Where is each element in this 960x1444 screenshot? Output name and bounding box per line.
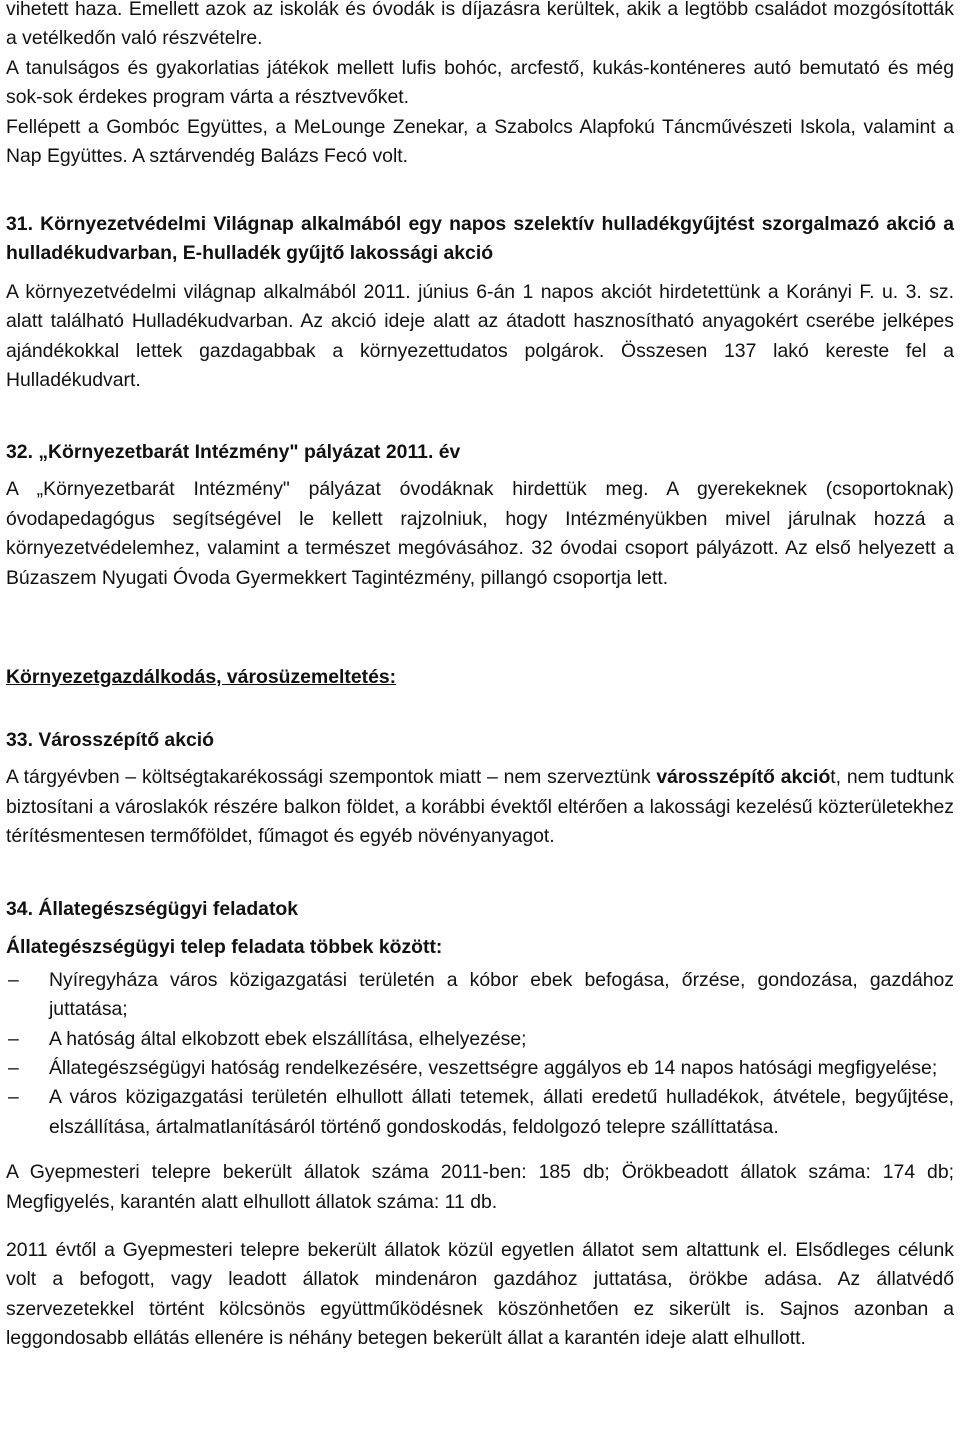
list-item (6, 1025, 954, 1054)
list-item-text: A város közigazgatási területén elhullott állati tetemek, állati eredetű hulladékok, átvétele, begyűjtése, elszállítása, ártalmatlanításáról történő gondoskodás, feldolgozó telepre szállíttatása. (49, 1086, 954, 1138)
list-item-text: A hatóság által elkobzott ebek elszállítása, elhelyezése; (49, 1027, 527, 1050)
section-32-body: A „Környezetbarát Intézmény" pályázat óvodáknak hirdettük meg. A gyerekeknek (csoportoknak) óvodapedagógus segítségével le kellett rajzolniuk, hogy Intézményükben mivel járulnak hozzá a környezetvédelemhez, valamint a természet megóvásához. 32 óvodai csoport pályázott. Az első helyezett a Búzaszem Nyugati Óvoda Gyermekkert Tagintézmény, pillangó csoportja lett. (6, 478, 954, 589)
section-34-paragraph-1: A Gyepmesteri telepre bekerült állatok száma 2011-ben: 185 db; Örökbeadott állatok száma: 174 db; Megfigyelés, karantén alatt elhullott állatok száma: 11 db. (6, 1161, 954, 1213)
section-34-subheading: Állategészségügyi telep feladata többek között: (6, 936, 443, 959)
section-32 (6, 438, 954, 593)
section-33-body-bold-1: városszépítő (656, 766, 775, 789)
intro-paragraph-1: vihetett haza. Emellett azok az iskolák és óvodák is díjazásra kerültek, akik a legtöbb családot mozgósították a vetélkedőn való részvételre. (6, 0, 954, 50)
list-item (6, 966, 954, 1025)
section-title: Környezetgazdálkodás, városüzemeltetés: (6, 666, 397, 688)
list-dash: – (8, 1057, 19, 1080)
section-34-heading: 34. Állategészségügyi feladatok (6, 898, 299, 920)
section-31-heading: 31. Környezetvédelmi Világnap alkalmából egy napos szelektív hulladékgyűjtést szorgalmazó akció a hulladékudvarban, E-hulladék gyűjtő lakossági akció (6, 213, 954, 265)
list-dash: – (8, 1086, 19, 1109)
section-title-block (6, 663, 954, 692)
section-33-body (6, 763, 954, 851)
list-item-text: Nyíregyháza város közigazgatási területén a kóbor ebek befogása, őrzése, gondozása, gazdához juttatása; (49, 968, 954, 1021)
section-31 (6, 210, 954, 395)
section-33-body-bold-2: akció (780, 766, 831, 789)
section-33 (6, 726, 954, 852)
section-34 (6, 895, 954, 1354)
section-31-body: A környezetvédelmi világnap alkalmából 2011. június 6-án 1 napos akciót hirdetettünk a Korányi F. u. 3. sz. alatt található Hulladékudvarban. Az akció ideje alatt az átadott hasznosítható anyagokért cserébe jelképes ajándékokkal lettek gazdagabbak a környezettudatos polgárok. Összesen 137 lakó kereste fel a Hulladékudvart. (6, 280, 954, 392)
section-33-heading: 33. Városszépítő akció (6, 729, 215, 751)
intro-block (6, 0, 954, 171)
list-item (6, 1083, 954, 1142)
section-33-body-end: t, nem tudtunk biztosítani a városlakók részére balkon földet, a korábbi évektől eltérően a lakossági kezelésű közterületekhez térítésmentesen termőföldet, fűmagot és egyéb növényanyagot. (6, 766, 954, 848)
list-dash: – (8, 1027, 19, 1050)
section-34-list (6, 966, 954, 1142)
intro-paragraph-2: A tanulságos és gyakorlatias játékok mellett lufis bohóc, arcfestő, kukás-konténeres autó bemutató és még sok-sok érdekes program várta a résztvevőket. (6, 56, 954, 109)
list-dash: – (8, 968, 19, 991)
section-33-body-start: A tárgyévben – költségtakarékossági szempontok miatt – nem szerveztünk (6, 766, 657, 789)
intro-paragraph-3: Fellépett a Gombóc Együttes, a MeLounge Zenekar, a Szabolcs Alapfokú Táncművészeti Iskola, valamint a Nap Együttes. A sztárvendég Balázs Fecó volt. (6, 115, 954, 168)
section-32-heading: 32. „Környezetbarát Intézmény" pályázat 2011. év (6, 441, 461, 463)
list-item (6, 1054, 954, 1083)
section-34-paragraph-2: 2011 évtől a Gyepmesteri telepre bekerült állatok közül egyetlen állatot sem altattunk el. Elsődleges célunk volt a befogott, vagy leadott állatok mindenáron gazdához juttatása, örökbe adása. Az állatvédő szervezetekkel történt kölcsönös együttműködésnek köszönhetően ez sikerült is. Sajnos azonban a leggondosabb ellátás ellenére is néhány betegen bekerült állat a karantén ideje alatt elhullott. (6, 1239, 954, 1350)
list-item-text: Állategészségügyi hatóság rendelkezésére, veszettségre aggályos eb 14 napos hatósági megfigyelése; (49, 1057, 938, 1080)
